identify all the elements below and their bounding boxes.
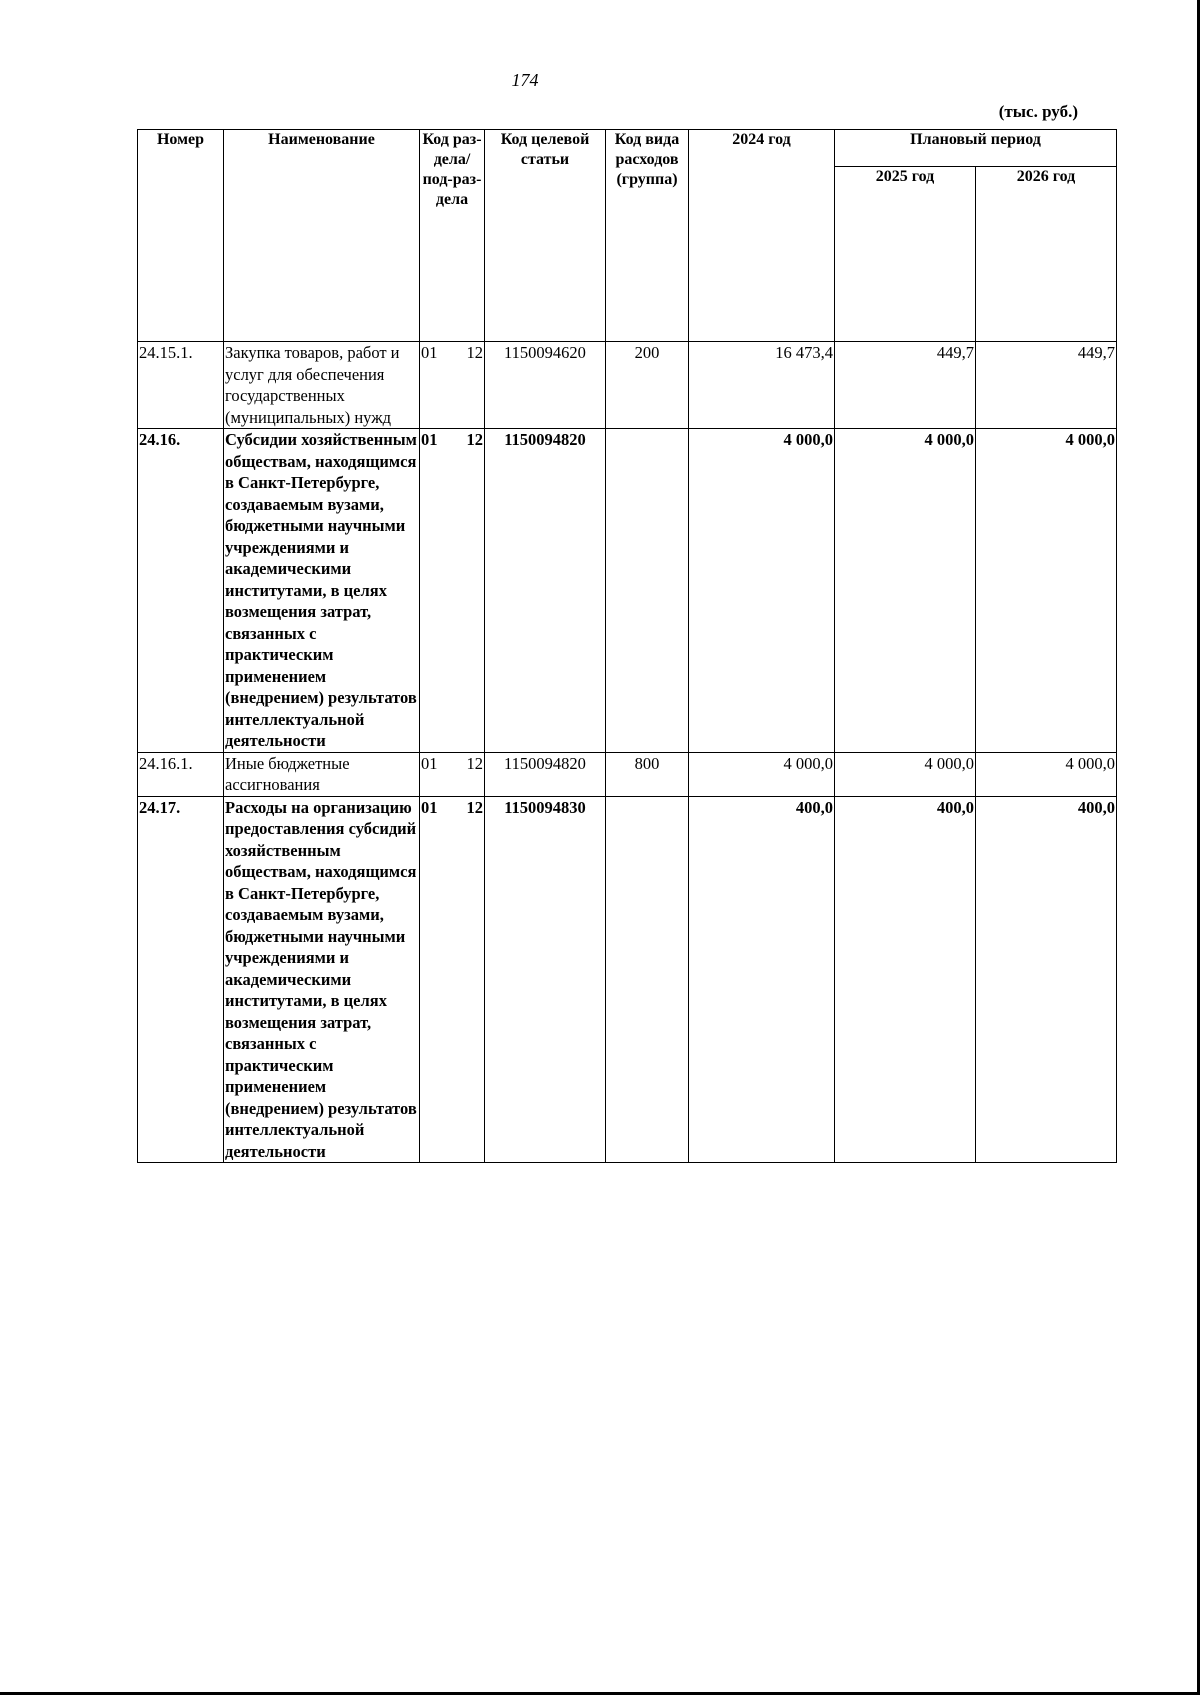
header-planned-period: Плановый период [835, 130, 1117, 167]
table-row [138, 752, 1117, 796]
row-section-code: 01 [421, 343, 438, 362]
table-header [138, 130, 1117, 342]
row-target: 1150094820 [485, 752, 606, 796]
row-2024: 16 473,4 [689, 342, 835, 429]
row-target: 1150094620 [485, 342, 606, 429]
header-type: Код вида расходов (группа) [606, 130, 689, 342]
row-2026: 4 000,0 [976, 752, 1117, 796]
units-label: (тыс. руб.) [998, 102, 1078, 121]
row-section [420, 429, 485, 753]
row-2025: 4 000,0 [835, 752, 976, 796]
header-target: Код целевой статьи [485, 130, 606, 342]
row-name: Закупка товаров, работ и услуг для обеспечения государственных (муниципальных) нужд [224, 342, 420, 429]
row-2024: 400,0 [689, 796, 835, 1163]
row-section-code: 01 [421, 797, 438, 817]
row-type [606, 429, 689, 753]
header-section: Код раз-дела/ под-раз-дела [420, 130, 485, 342]
header-2026: 2026 год [976, 167, 1117, 342]
row-type [606, 796, 689, 1163]
row-target: 1150094830 [485, 796, 606, 1163]
row-target: 1150094820 [485, 429, 606, 753]
row-subsection-code: 12 [466, 797, 483, 817]
row-type: 800 [606, 752, 689, 796]
row-name: Субсидии хозяйственным обществам, находящимся в Санкт-Петербурге, создаваемым вузами, бюджетными научными учреждениями и академическими институтами, в целях возмещения затрат, связанных с практическим применением (внедрением) результатов интеллектуальной деятельности [224, 429, 420, 753]
row-2026: 4 000,0 [976, 429, 1117, 753]
header-name: Наименование [224, 130, 420, 342]
header-2025: 2025 год [835, 167, 976, 342]
row-2025: 449,7 [835, 342, 976, 429]
row-subsection-code: 12 [466, 430, 483, 449]
row-name: Иные бюджетные ассигнования [224, 752, 420, 796]
row-2025: 400,0 [835, 796, 976, 1163]
row-number: 24.17. [138, 796, 224, 1163]
row-section-code: 01 [421, 753, 438, 773]
budget-table [137, 129, 1117, 1163]
header-2024: 2024 год [689, 130, 835, 342]
row-subsection-code: 12 [466, 343, 483, 362]
row-2025: 4 000,0 [835, 429, 976, 753]
row-2026: 400,0 [976, 796, 1117, 1163]
row-subsection-code: 12 [466, 753, 483, 773]
row-section [420, 796, 485, 1163]
table-row [138, 796, 1117, 1163]
row-section-code: 01 [421, 430, 438, 449]
row-number: 24.16. [138, 429, 224, 753]
table-row [138, 429, 1117, 753]
page-number: 174 [511, 70, 539, 90]
row-section [420, 342, 485, 429]
row-number: 24.16.1. [138, 752, 224, 796]
table-row [138, 342, 1117, 429]
row-name: Расходы на организацию предоставления субсидий хозяйственным обществам, находящимся в Санкт-Петербурге, создаваемым вузами, бюджетными научными учреждениями и академическими институтами, в целях возмещения затрат, связанных с практическим применением (внедрением) результатов интеллектуальной деятельности [224, 796, 420, 1163]
row-2024: 4 000,0 [689, 752, 835, 796]
row-number: 24.15.1. [138, 342, 224, 429]
header-number: Номер [138, 130, 224, 342]
row-2026: 449,7 [976, 342, 1117, 429]
row-2024: 4 000,0 [689, 429, 835, 753]
row-type: 200 [606, 342, 689, 429]
row-section [420, 752, 485, 796]
